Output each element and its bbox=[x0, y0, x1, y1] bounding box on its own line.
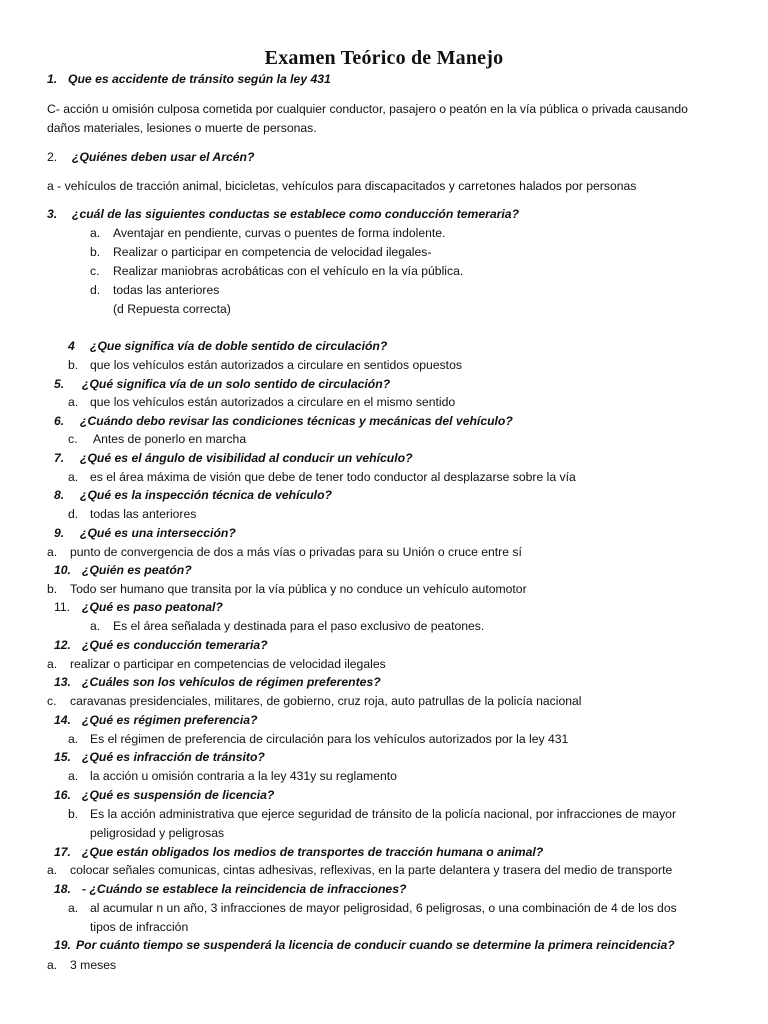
question-text: ¿Qué es la inspección técnica de vehículo? bbox=[80, 488, 332, 502]
question-number: 10. bbox=[54, 563, 71, 577]
question-number: 14. bbox=[54, 713, 71, 727]
answer-letter: d. bbox=[68, 507, 79, 521]
question-text: ¿Qué es paso peatonal? bbox=[82, 600, 223, 614]
answer-text: Es la acción administrativa que ejerce seguridad de tránsito de la policía nacional, por infracciones de mayor bbox=[90, 807, 676, 821]
question-number: 18. bbox=[54, 882, 71, 896]
q3-option-letter: b. bbox=[90, 245, 101, 259]
question-number: 15. bbox=[54, 750, 71, 764]
answer-1-line-2: daños materiales, lesiones o muerte de personas. bbox=[47, 121, 317, 135]
q3-option-text: Aventajar en pendiente, curvas o puentes de forma indolente. bbox=[113, 226, 446, 240]
question-number: 4 bbox=[68, 339, 75, 353]
answer-letter: a. bbox=[68, 470, 79, 484]
answer-letter: a. bbox=[68, 732, 79, 746]
answer-text: al acumular n un año, 3 infracciones de mayor peligrosidad, 6 peligrosas, o una combinación de 4 de los dos bbox=[90, 901, 677, 915]
answer-letter: a. bbox=[90, 619, 101, 633]
answer-letter: b. bbox=[47, 582, 58, 596]
q3-option-letter: c. bbox=[90, 264, 100, 278]
question-3-number: 3. bbox=[47, 207, 58, 221]
question-text: Por cuánto tiempo se suspenderá la licencia de conducir cuando se determine la primera reincidencia? bbox=[76, 938, 675, 952]
answer-letter: a. bbox=[68, 395, 79, 409]
answer-letter: a. bbox=[47, 863, 58, 877]
answer-text-continued: peligrosidad y peligrosas bbox=[90, 826, 225, 840]
answer-text: 3 meses bbox=[70, 958, 117, 972]
question-text: ¿Qué es conducción temeraria? bbox=[82, 638, 268, 652]
question-2-text: ¿Quiénes deben usar el Arcén? bbox=[72, 150, 255, 164]
answer-text: Antes de ponerlo en marcha bbox=[93, 432, 247, 446]
answer-letter: a. bbox=[47, 657, 58, 671]
question-text: ¿Qué significa vía de un solo sentido de circulación? bbox=[82, 377, 391, 391]
answer-text: colocar señales comunicas, cintas adhesivas, reflexivas, en la parte delantera y trasera del medio de transporte bbox=[70, 863, 673, 877]
answer-text: Es el área señalada y destinada para el paso exclusivo de peatones. bbox=[113, 619, 485, 633]
question-number: 5. bbox=[54, 377, 65, 391]
question-number: 16. bbox=[54, 788, 71, 802]
answer-text: todas las anteriores bbox=[90, 507, 197, 521]
question-number: 17. bbox=[54, 845, 71, 859]
question-text: ¿Qué es infracción de tránsito? bbox=[82, 750, 265, 764]
answer-text: la acción u omisión contraria a la ley 431y su reglamento bbox=[90, 769, 397, 783]
question-text: ¿Qué es suspensión de licencia? bbox=[82, 788, 275, 802]
answer-text: es el área máxima de visión que debe de tener todo conductor al desplazarse sobre la vía bbox=[90, 470, 576, 484]
q3-option-text: todas las anteriores bbox=[113, 283, 220, 297]
q3-option-letter: d. bbox=[90, 283, 101, 297]
question-number: 7. bbox=[54, 451, 65, 465]
question-text: ¿Que están obligados los medios de transportes de tracción humana o animal? bbox=[82, 845, 544, 859]
q3-correct-note: (d Repuesta correcta) bbox=[113, 302, 231, 316]
question-text: ¿Qué es una intersección? bbox=[80, 526, 236, 540]
question-number: 13. bbox=[54, 675, 71, 689]
question-text: ¿Cuándo debo revisar las condiciones técnicas y mecánicas del vehículo? bbox=[80, 414, 513, 428]
answer-letter: a. bbox=[68, 901, 79, 915]
answer-text: caravanas presidenciales, militares, de gobierno, cruz roja, auto patrullas de la policía nacional bbox=[70, 694, 582, 708]
answer-text-continued: tipos de infracción bbox=[90, 920, 189, 934]
answer-letter: a. bbox=[47, 545, 58, 559]
q3-option-text: Realizar maniobras acrobáticas con el vehículo en la vía pública. bbox=[113, 264, 464, 278]
question-1-text: Que es accidente de tránsito según la ley 431 bbox=[68, 72, 331, 86]
answer-text: Es el régimen de preferencia de circulación para los vehículos autorizados por la ley 431 bbox=[90, 732, 569, 746]
question-number: 19. bbox=[54, 938, 71, 952]
answer-2: a - vehículos de tracción animal, bicicletas, vehículos para discapacitados y carretones halados por personas bbox=[47, 179, 637, 193]
answer-letter: a. bbox=[68, 769, 79, 783]
question-number: 9. bbox=[54, 526, 65, 540]
question-number: 6. bbox=[54, 414, 65, 428]
question-text: ¿Qué es el ángulo de visibilidad al conducir un vehículo? bbox=[80, 451, 413, 465]
question-number: 11. bbox=[54, 600, 71, 614]
answer-letter: b. bbox=[68, 807, 79, 821]
answer-text: Todo ser humano que transita por la vía pública y no conduce un vehículo automotor bbox=[70, 582, 527, 596]
answer-letter: c. bbox=[68, 432, 78, 446]
question-text: - ¿Cuándo se establece la reincidencia de infracciones? bbox=[82, 882, 407, 896]
answer-1-line-1: C- acción u omisión culposa cometida por cualquier conductor, pasajero o peatón en la vía pública o privada causando bbox=[47, 102, 688, 116]
answer-text: realizar o participar en competencias de velocidad ilegales bbox=[70, 657, 386, 671]
q3-option-text: Realizar o participar en competencia de velocidad ilegales- bbox=[113, 245, 432, 259]
answer-text: que los vehículos están autorizados a circulare en sentidos opuestos bbox=[90, 358, 462, 372]
question-text: ¿Cuáles son los vehículos de régimen preferentes? bbox=[82, 675, 381, 689]
answer-text: punto de convergencia de dos a más vías o privadas para su Unión o cruce entre sí bbox=[70, 545, 522, 559]
question-number: 8. bbox=[54, 488, 65, 502]
q3-option-letter: a. bbox=[90, 226, 101, 240]
question-text: ¿Quién es peatón? bbox=[82, 563, 192, 577]
answer-letter: c. bbox=[47, 694, 57, 708]
question-3-text: ¿cuál de las siguientes conductas se establece como conducción temeraria? bbox=[72, 207, 520, 221]
question-1-number: 1. bbox=[47, 72, 58, 86]
question-number: 12. bbox=[54, 638, 71, 652]
question-text: ¿Qué es régimen preferencia? bbox=[82, 713, 258, 727]
question-2-number: 2. bbox=[47, 150, 58, 164]
answer-letter: a. bbox=[47, 958, 58, 972]
answer-letter: b. bbox=[68, 358, 79, 372]
document-title: Examen Teórico de Manejo bbox=[264, 47, 504, 69]
question-text: ¿Que significa vía de doble sentido de circulación? bbox=[90, 339, 388, 353]
answer-text: que los vehículos están autorizados a circulare en el mismo sentido bbox=[90, 395, 456, 409]
